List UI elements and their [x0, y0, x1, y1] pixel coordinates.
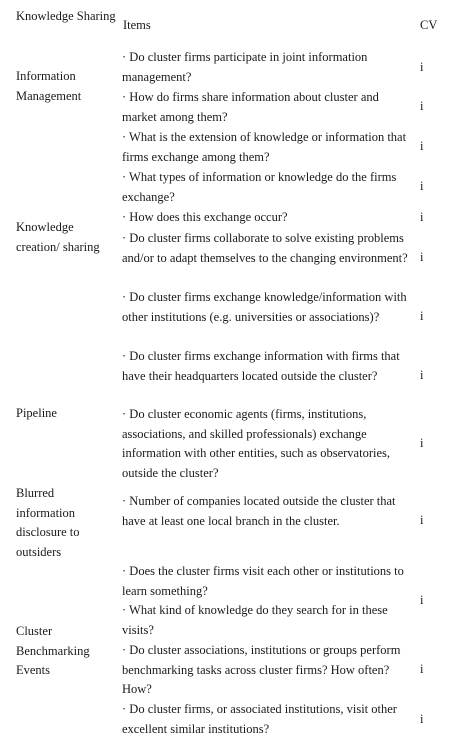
cv-value-1: i	[420, 60, 424, 74]
item-14: · Do cluster firms, or associated institutions, visit other excellent similar institutions?	[122, 702, 397, 736]
item-13: · Do cluster associations, institutions or groups perform benchmarking tasks across cluster firms? How often? How?	[122, 643, 401, 696]
item-10: · Number of companies located outside the cluster that have at least one local branch in the cluster.	[122, 494, 396, 528]
cv-value-13: i	[420, 712, 424, 726]
item-12: · What kind of knowledge do they search for in these visits?	[122, 603, 388, 637]
cv-value-5: i	[420, 210, 424, 224]
item-11: · Does the cluster firms visit each other or institutions to learn something?	[122, 564, 404, 598]
cv-value-2: i	[420, 99, 424, 113]
category-cluster-benchmarking-events: Cluster Benchmarking Events	[16, 624, 90, 677]
header-category: Knowledge Sharing	[16, 9, 116, 23]
header-cv: CV	[420, 18, 438, 32]
cv-value-4: i	[420, 179, 424, 193]
item-5: · How does this exchange occur?	[122, 210, 288, 224]
item-6: · Do cluster firms collaborate to solve existing problems and/or to adapt themselves to the changing environment?	[122, 231, 408, 265]
item-3: · What is the extension of knowledge or information that firms exchange among them?	[122, 130, 407, 164]
item-9: · Do cluster economic agents (firms, institutions, associations, and skilled professionals) exchange information with other entities, such as observatories, outside the cluster?	[122, 407, 390, 480]
category-knowledge-creation-sharing: Knowledge creation/ sharing	[16, 220, 100, 254]
cv-value-12: i	[420, 662, 424, 676]
item-1: · Do cluster firms participate in joint information management?	[122, 50, 368, 84]
category-blurred-information-disclosure: Blurred information disclosure to outsiders	[16, 486, 80, 559]
cv-value-8: i	[420, 368, 424, 382]
cv-value-3: i	[420, 139, 424, 153]
item-7: · Do cluster firms exchange knowledge/information with other institutions (e.g. universities or associations)?	[122, 290, 407, 324]
cv-value-11: i	[420, 593, 424, 607]
cv-value-6: i	[420, 250, 424, 264]
category-pipeline: Pipeline	[16, 406, 57, 420]
category-information-management: Information Management	[16, 69, 82, 103]
item-4: · What types of information or knowledge do the firms exchange?	[122, 170, 397, 204]
header-items: Items	[123, 18, 151, 32]
cv-value-10: i	[420, 513, 424, 527]
item-8: · Do cluster firms exchange information with firms that have their headquarters located outside the cluster?	[122, 349, 400, 383]
item-2: · How do firms share information about cluster and market among them?	[122, 90, 379, 124]
cv-value-7: i	[420, 309, 424, 323]
cv-value-9: i	[420, 436, 424, 450]
